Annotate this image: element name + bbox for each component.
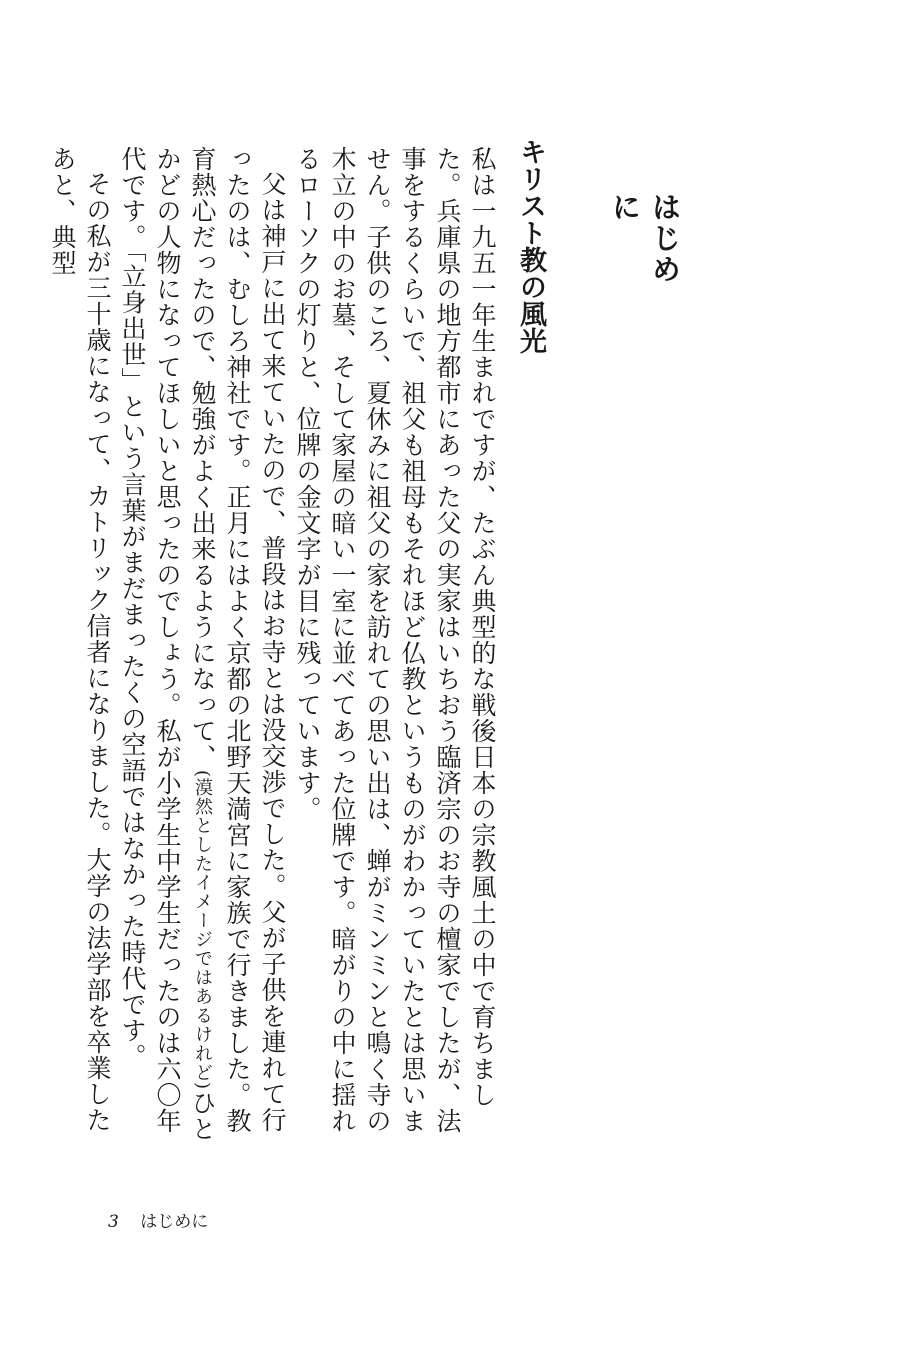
parenthetical-note: (漠然としたイメージではあるけれど) bbox=[192, 770, 213, 1091]
paragraph-text: 父は神戸に出て来ていたので、普段はお寺とは没交渉でした。父が子供を連れて行ったのは、むしろ神社です。正月にはよく京都の北野天満宮に家族で行きました。教育熱心だったので、勉強がよく出来るようになって、 bbox=[188, 146, 287, 1134]
paragraph: その私が三十歳になって、カトリック信者になりました。大学の法学部を卒業したあと、典型 bbox=[48, 146, 112, 1133]
running-title: はじめに bbox=[140, 1212, 209, 1232]
page-number: 3 bbox=[108, 1212, 119, 1232]
body-text bbox=[48, 146, 500, 1156]
paragraph: 私は一九五一年生まれですが、たぶん典型的な戦後日本の宗教風土の中で育ちました。兵庫県の地方都市にあった父の実家はいちおう臨済宗のお寺の檀家でしたが、法事をするくらいで、祖父も祖母もそれほど仏教というものがわかっていたとは思いません。子供のころ、夏休みに祖父の家を訪れての思い出は、蝉がミンミンと鳴く寺の木立の中のお墓、そして家屋の暗い一室に並べてあった位牌です。暗がりの中に揺れるローソクの灯りと、位牌の金文字が目に残っています。 bbox=[293, 146, 497, 1134]
section-heading: キリスト教の風光 bbox=[515, 138, 546, 354]
chapter-title: はじめに bbox=[608, 192, 682, 285]
paragraph bbox=[115, 146, 290, 1156]
paragraph-text: ひとかどの人物になってほしいと思ったのでしょう。私が小学生中学生だったのは六〇年代です。「立身出世」という言葉がまだまったくの空語ではなかった時代です。 bbox=[118, 146, 217, 1143]
page-footer bbox=[108, 1207, 208, 1237]
